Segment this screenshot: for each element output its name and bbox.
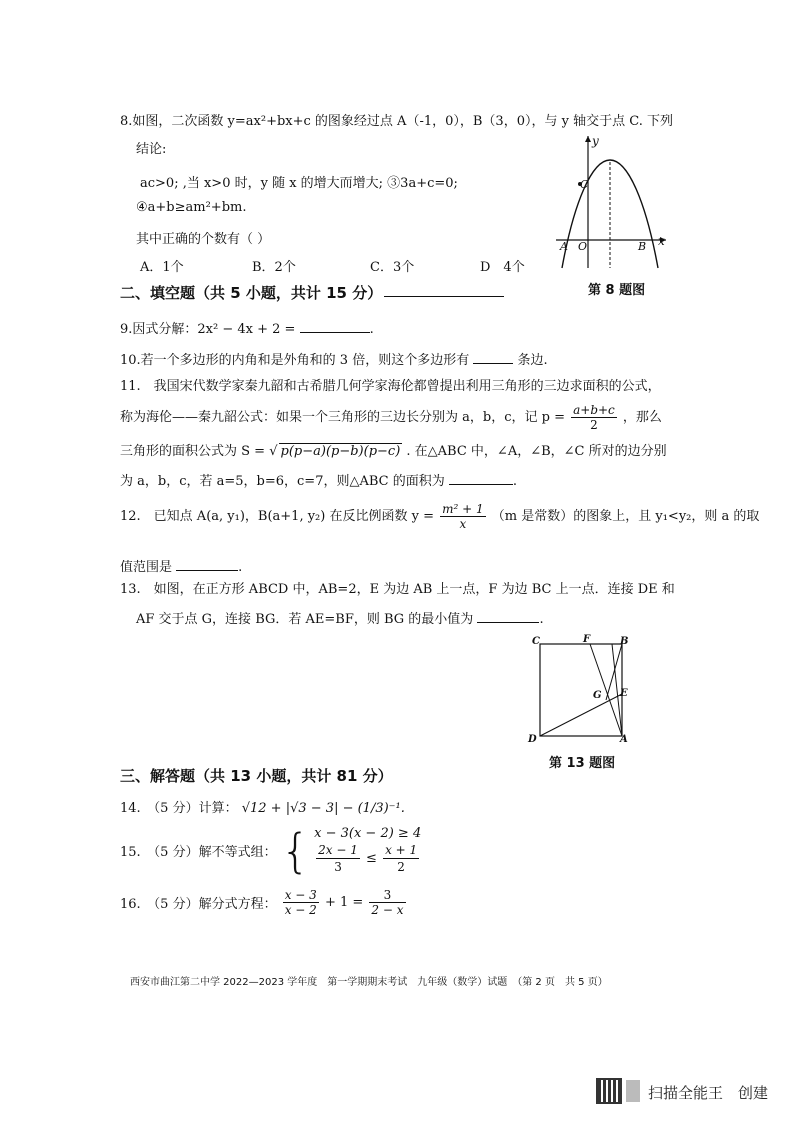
- qr-code-icon: [596, 1078, 622, 1104]
- q13-square-figure: [532, 638, 628, 742]
- q15-system: [314, 826, 421, 875]
- q13-label-d: D: [528, 734, 537, 745]
- q10-tail: 条边.: [517, 353, 548, 368]
- q13-label-a: A: [620, 734, 628, 745]
- scanner-watermark: 扫描全能王 创建: [648, 1084, 769, 1102]
- q8-option-b: B．2个: [252, 260, 296, 275]
- q8-line5: 其中正确的个数有（ ）: [136, 232, 271, 247]
- q8-line1: 8.如图，二次函数 y=ax²+bx+c 的图象经过点 A（-1，0），B（3，0），与 y 轴交于点 C. 下列: [120, 114, 673, 129]
- q11-p-fraction: $\frac{a+b+c}{2}$: [573, 403, 615, 432]
- q12-answer-blank[interactable]: [176, 558, 238, 571]
- q11-line2: 称为海伦——秦九韶公式：如果一个三角形的三边长分别为 a，b，c，记 p = $\frac{a+b+c}{2}$ ，那么: [120, 403, 662, 432]
- q10-text: 10.若一个多边形的内角和是外角和的 3 倍，则这个多边形有: [120, 353, 470, 368]
- q8-option-c: C．3个: [370, 260, 415, 275]
- q8-label-y: y: [592, 134, 599, 148]
- q8-option-a: A．1个: [140, 260, 184, 275]
- q8-label-c: C: [580, 178, 589, 191]
- q13-label-f: F: [583, 634, 591, 645]
- q9: 9.因式分解：2x² − 4x + 2 = .: [120, 322, 374, 337]
- system-brace: {: [280, 823, 310, 878]
- q8-line4: ④a+b≥am²+bm.: [136, 200, 247, 215]
- q8-caption: 第 8 题图: [588, 283, 646, 298]
- q15: 15. （5 分）解不等式组： { x − 3(x − 2) ≥ 4 $\frac{2x - 1}{3}$ ≤ $\frac{x + 1}{2}$: [120, 823, 422, 878]
- q14-expression: √12 + |√3 − 3| − (1/3)⁻¹.: [241, 801, 405, 816]
- q9-answer-blank[interactable]: [300, 320, 370, 333]
- q9-text: 9.因式分解：2x² − 4x + 2 =: [120, 322, 296, 337]
- page-footer: 西安市曲江第二中学 2022—2023 学年度 第一学期期末考试 九年级（数学）试题 （第 2 页 共 5 页）: [130, 977, 608, 988]
- q8-label-a: A: [560, 240, 568, 253]
- q8-label-o: O: [578, 240, 588, 253]
- q13-line2: AF 交于点 G，连接 BG．若 AE=BF，则 BG 的最小值为 .: [136, 612, 544, 627]
- q11-sqrt: p(p−a)(p−b)(p−c): [280, 444, 401, 459]
- q8-label-b: B: [638, 240, 647, 253]
- q14: 14. （5 分）计算： √12 + |√3 − 3| − (1/3)⁻¹.: [120, 801, 405, 816]
- q13-answer-blank[interactable]: [477, 610, 539, 623]
- q8-option-d: D 4个: [480, 260, 525, 275]
- q11-line1: 11. 我国宋代数学家秦九韶和古希腊几何学家海伦都曾提出利用三角形的三边求面积的公式，: [120, 379, 661, 394]
- q13-label-e: E: [620, 688, 628, 699]
- section2-title: 二、填空题（共 5 小题，共计 15 分）: [120, 284, 383, 302]
- q8-line2: 结论:: [136, 142, 167, 157]
- q11-line4: 为 a，b，c，若 a=5，b=6，c=7，则△ABC 的面积为 .: [120, 474, 518, 489]
- logo-icon: [626, 1080, 640, 1102]
- q8-line3: ac>0; ,当 x>0 时，y 随 x 的增大而增大; ③3a+c=0;: [140, 176, 458, 191]
- q16: 16. （5 分）解分式方程： $\frac{x - 3}{x - 2}$ + 1 = $\frac{3}{2 - x}$: [120, 888, 404, 917]
- q13-line1: 13. 如图，在正方形 ABCD 中，AB=2，E 为边 AB 上一点，F 为边 BC 上一点．连接 DE 和: [120, 582, 675, 597]
- q8-label-x: x: [658, 234, 665, 248]
- q13-label-c: C: [532, 636, 540, 647]
- q10-answer-blank[interactable]: [473, 351, 513, 364]
- q11-answer-blank[interactable]: [449, 472, 513, 485]
- q13-label-g: G: [593, 690, 602, 701]
- q12-line2: 值范围是 .: [120, 560, 243, 575]
- q13-label-b: B: [620, 636, 629, 647]
- q8-parabola-figure: [552, 132, 672, 270]
- section3-title: 三、解答题（共 13 小题，共计 81 分）: [120, 767, 393, 785]
- q10: [120, 349, 548, 368]
- divider: [384, 296, 504, 297]
- q12-fraction: $\frac{\text{m² + 1}}{x}$: [442, 502, 484, 531]
- q15-inequality-1: x − 3(x − 2) ≥ 4: [314, 826, 422, 841]
- q13-caption: 第 13 题图: [549, 756, 616, 771]
- q15-inequality-2: $\frac{2x - 1}{3}$ ≤ $\frac{x + 1}{2}$: [318, 843, 418, 874]
- q11-line3: 三角形的面积公式为 S = √ p(p−a)(p−b)(p−c) . 在△ABC 中，∠A，∠B，∠C 所对的边分别: [120, 444, 667, 459]
- q12-line1: 12. 已知点 A(a, y₁)，B(a+1, y₂) 在反比例函数 y = $\frac{\text{m² + 1}}{x}$ （m 是常数）的图象上，且 y₁<y₂，则 a 的取: [120, 502, 760, 531]
